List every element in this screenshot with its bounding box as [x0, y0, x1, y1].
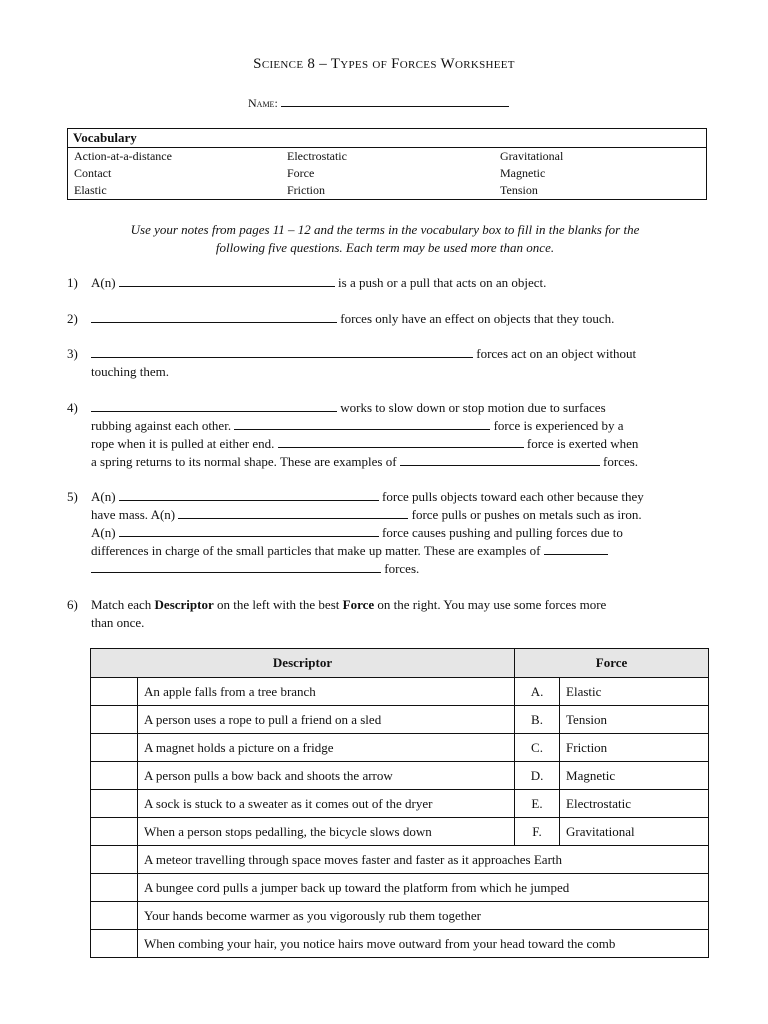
answer-cell[interactable] [91, 734, 138, 762]
vocab-term: Electrostatic [287, 149, 347, 163]
force-letter: F. [515, 818, 560, 846]
question-text: differences in charge of the small particles that make up matter. These are examples of [91, 543, 541, 558]
question-number: 6) [67, 597, 78, 612]
table-row [91, 930, 709, 958]
answer-cell[interactable] [91, 790, 138, 818]
force-letter: A. [515, 678, 560, 706]
question-text: a spring returns to its normal shape. These are examples of [91, 454, 397, 469]
question-text: force is exerted when [526, 436, 639, 451]
force-header: Force [515, 649, 709, 678]
question-text: force pulls or pushes on metals such as iron. [411, 507, 642, 522]
vocabulary-heading: Vocabulary [68, 129, 706, 148]
vocab-term: Elastic [74, 183, 107, 197]
answer-blank[interactable] [544, 542, 608, 555]
table-row [91, 734, 709, 762]
table-header-row [91, 649, 709, 678]
force-cell: Electrostatic [560, 790, 709, 818]
force-cell: Gravitational [560, 818, 709, 846]
force-letter: D. [515, 762, 560, 790]
vocab-term: Friction [287, 183, 325, 197]
table-row [91, 818, 709, 846]
answer-blank[interactable] [119, 488, 379, 501]
descriptor-header: Descriptor [91, 649, 515, 678]
answer-cell[interactable] [91, 846, 138, 874]
answer-cell[interactable] [91, 930, 138, 958]
answer-cell[interactable] [91, 762, 138, 790]
question-number: 3) [67, 346, 78, 361]
force-letter: B. [515, 706, 560, 734]
descriptor-keyword: Descriptor [154, 597, 214, 612]
answer-blank[interactable] [278, 435, 524, 448]
descriptor-cell: When a person stops pedalling, the bicycle slows down [138, 818, 515, 846]
table-row [91, 678, 709, 706]
question-text: rubbing against each other. [91, 418, 232, 433]
force-keyword: Force [342, 597, 375, 612]
question-number: 1) [67, 275, 78, 290]
question-text: A(n) [91, 489, 116, 504]
descriptor-cell: A magnet holds a picture on a fridge [138, 734, 515, 762]
question-text: works to slow down or stop motion due to surfaces [340, 400, 606, 415]
question-text: than once. [91, 615, 145, 630]
name-label: Name: [248, 96, 278, 110]
descriptor-cell: A meteor travelling through space moves faster and faster as it approaches Earth [138, 846, 709, 874]
table-row [91, 706, 709, 734]
answer-cell[interactable] [91, 874, 138, 902]
vocab-term: Force [287, 166, 315, 180]
vocabulary-terms [68, 148, 706, 199]
force-cell: Friction [560, 734, 709, 762]
descriptor-cell: A sock is stuck to a sweater as it comes out of the dryer [138, 790, 515, 818]
answer-blank[interactable] [234, 417, 490, 430]
table-row [91, 790, 709, 818]
worksheet-title: Science 8 – Types of Forces Worksheet [253, 56, 515, 72]
question-text: forces. [384, 561, 420, 576]
vocabulary-box [67, 128, 707, 200]
force-cell: Tension [560, 706, 709, 734]
vocab-term: Action-at-a-distance [74, 149, 172, 163]
answer-blank[interactable] [91, 399, 337, 412]
question-number: 4) [67, 400, 78, 415]
answer-cell[interactable] [91, 818, 138, 846]
question-text: forces act on an object without [476, 346, 637, 361]
question-text: on the left with the best [213, 597, 343, 612]
question-text: Match each [91, 597, 155, 612]
question-text: force is experienced by a [493, 418, 624, 433]
question-text: is a push or a pull that acts on an object. [338, 275, 547, 290]
matching-table [90, 648, 709, 958]
vocab-term: Tension [500, 183, 538, 197]
answer-blank[interactable] [91, 345, 473, 358]
name-row [248, 94, 509, 111]
table-row [91, 902, 709, 930]
instructions-line-2: following five questions. Each term may be used more than once. [215, 240, 555, 255]
answer-cell[interactable] [91, 902, 138, 930]
question-text: A(n) [91, 275, 116, 290]
table-row [91, 874, 709, 902]
answer-blank[interactable] [400, 453, 600, 466]
force-letter: E. [515, 790, 560, 818]
descriptor-cell: A person uses a rope to pull a friend on a sled [138, 706, 515, 734]
force-cell: Elastic [560, 678, 709, 706]
instructions-line-1: Use your notes from pages 11 – 12 and the terms in the vocabulary box to fill in the blanks for the [130, 222, 640, 237]
descriptor-cell: A person pulls a bow back and shoots the arrow [138, 762, 515, 790]
vocab-term: Gravitational [500, 149, 564, 163]
answer-blank[interactable] [91, 310, 337, 323]
vocab-term: Magnetic [500, 166, 546, 180]
force-cell: Magnetic [560, 762, 709, 790]
vocab-term: Contact [74, 166, 112, 180]
question-text: force pulls objects toward each other because they [382, 489, 644, 504]
instructions [80, 221, 690, 257]
question-number: 5) [67, 489, 78, 504]
table-row [91, 762, 709, 790]
answer-blank[interactable] [119, 274, 335, 287]
question-text: A(n) [91, 525, 116, 540]
question-number: 2) [67, 311, 78, 326]
force-letter: C. [515, 734, 560, 762]
question-text: on the right. You may use some forces more [374, 597, 607, 612]
name-blank[interactable] [281, 94, 509, 107]
answer-blank[interactable] [178, 506, 408, 519]
answer-blank[interactable] [119, 524, 379, 537]
question-text: forces. [603, 454, 639, 469]
question-text: force causes pushing and pulling forces due to [382, 525, 623, 540]
answer-cell[interactable] [91, 706, 138, 734]
table-row [91, 846, 709, 874]
descriptor-cell: A bungee cord pulls a jumper back up toward the platform from which he jumped [138, 874, 709, 902]
question-text: touching them. [91, 364, 169, 379]
question-text: have mass. A(n) [91, 507, 176, 522]
descriptor-cell: Your hands become warmer as you vigorously rub them together [138, 902, 709, 930]
descriptor-cell: When combing your hair, you notice hairs move outward from your head toward the comb [138, 930, 709, 958]
descriptor-cell: An apple falls from a tree branch [138, 678, 515, 706]
question-text: forces only have an effect on objects that they touch. [340, 311, 615, 326]
question-text: rope when it is pulled at either end. [91, 436, 275, 451]
answer-cell[interactable] [91, 678, 138, 706]
answer-blank[interactable] [91, 560, 381, 573]
